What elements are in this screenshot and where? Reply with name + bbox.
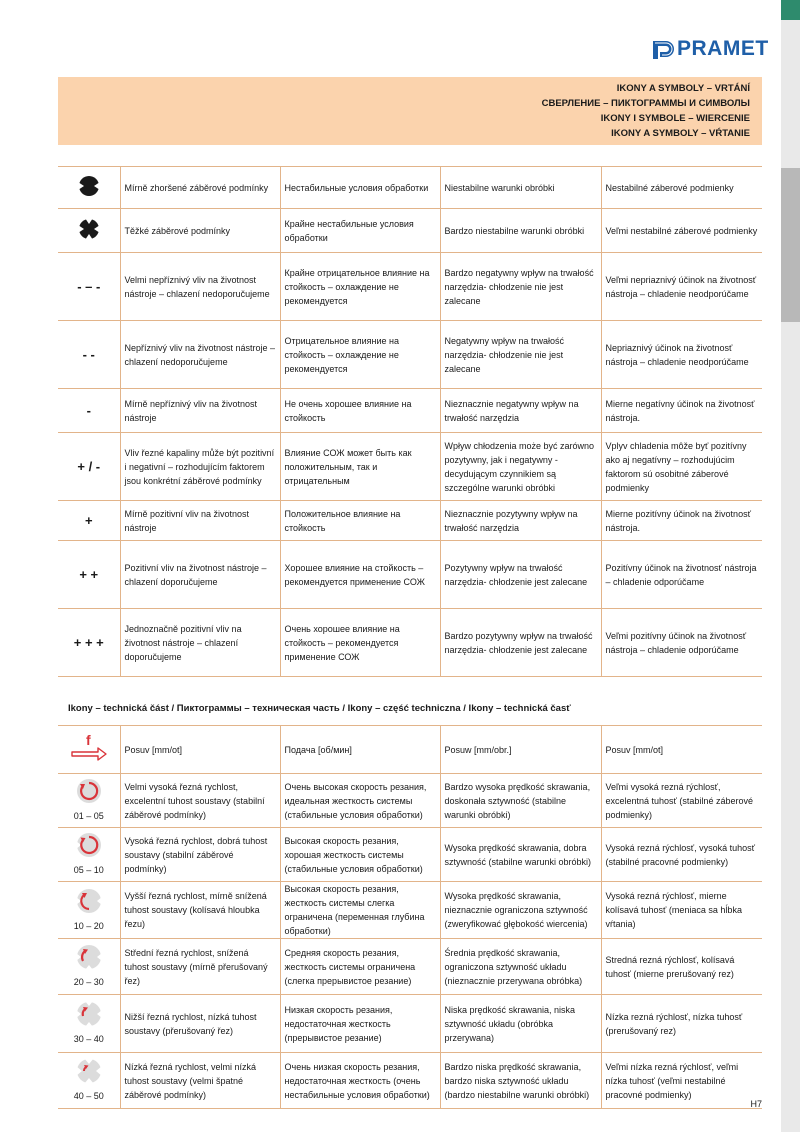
text-cs: Velmi vysoká řezná rychlost, excelentní tuhost soustavy (stabilní záběrové podmínky) [120,774,280,828]
table-row [58,433,762,501]
section-heading: Ikony – technická část / Пиктограммы – техническая часть / Ikony – część techniczna / Ikony – technická časť [68,703,571,714]
icon-cell [58,1053,120,1109]
text-pl: Wysoka prędkość skrawania, dobra sztywność (stabilne warunki obróbki) [440,828,601,882]
page-number: H7 [750,1099,762,1109]
symbols-table [58,166,762,677]
text-sk: Nepriaznivý účinok na životnosť nástroja – chladenie neodporúčame [601,321,762,389]
icon-cell [58,774,120,828]
table-row [58,882,762,939]
table-row [58,253,762,321]
speed-range-label: 10 – 20 [73,920,104,931]
text-pl: Nieznacznie negatywny wpływ na trwałość narzędzia [440,389,601,433]
text-cs: Nízká řezná rychlost, velmi nízká tuhost soustavy (velmi špatné záběrové podmínky) [120,1053,280,1109]
text-pl: Pozytywny wpływ na trwałość narzędzia- chłodzenie jest zalecane [440,541,601,609]
speed-range-label: 01 – 05 [73,811,104,821]
text-sk: Veľmi vysoká rezná rýchlosť, excelentná tuhosť (stabilné záberové podmienky) [601,774,762,828]
text-cs: Vyšší řezná rychlost, mírně snížená tuhost soustavy (kolísavá hloubka řezu) [120,882,280,939]
table-row [58,828,762,882]
table-row [58,995,762,1053]
text-sk: Stredná rezná rýchlosť, kolísavá tuhosť (mierne prerušovaný rez) [601,939,762,995]
text-pl: Niska prędkość skrawania, niska sztywność układu (obróbka przerywana) [440,995,601,1053]
technical-icons-table [58,725,762,1109]
text-cs: Nepříznivý vliv na životnost nástroje – chlazení nedoporučujeme [120,321,280,389]
page-titles [542,81,750,141]
text-cs: Posuv [mm/ot] [120,726,280,774]
text-ru: Отрицательное влияние на стойкость – охлаждение не рекомендуется [280,321,440,389]
icon-cell [58,726,120,774]
text-ru: Средняя скорость резания, жесткость системы ограничена (слегка прерывистое резание) [280,939,440,995]
table-row [58,389,762,433]
text-cs: Jednoznačně pozitivní vliv na životnost nástroje – chlazení doporučujeme [120,609,280,677]
edge-color-tab [781,0,800,20]
text-sk: Pozitívny účinok na životnosť nástroja – chladenie odporúčame [601,541,762,609]
text-pl: Bardzo niestabilne warunki obróbki [440,209,601,253]
text-sk: Veľmi nepriaznivý účinok na životnosť nástroja – chladenie neodporúčame [601,253,762,321]
symbol-cell: + + [58,541,120,609]
text-cs: Mírně pozitivní vliv na životnost nástroje [120,501,280,541]
table-row [58,609,762,677]
table-row [58,321,762,389]
brand-logo [652,37,769,61]
text-cs: Vysoká řezná rychlost, dobrá tuhost soustavy (stabilní záběrové podmínky) [120,828,280,882]
text-sk: Veľmi nestabilné záberové podmienky [601,209,762,253]
speed-10-20-icon [76,888,102,914]
text-cs: Střední řezná rychlost, snížená tuhost soustavy (mírně přerušovaný řez) [120,939,280,995]
text-ru: Высокая скорость резания, жесткость системы слегка ограничена (переменная глубина обработки) [280,882,440,939]
symbol-cell: + [58,501,120,541]
symbol-cell: - [58,389,120,433]
header-band [58,77,762,145]
text-sk: Vysoká rezná rýchlosť, vysoká tuhosť (stabilné pracovné podmienky) [601,828,762,882]
symbol-cell: + + + [58,609,120,677]
icon-cell [58,995,120,1053]
text-cs: Velmi nepříznivý vliv na životnost nástroje – chlazení nedoporučujeme [120,253,280,321]
text-cs: Těžké záběrové podmínky [120,209,280,253]
text-ru: Высокая скорость резания, хорошая жесткость системы (стабильные условия обработки) [280,828,440,882]
pramet-logo-icon [652,38,674,60]
icon-cell [58,209,120,253]
speed-range-label: 40 – 50 [73,1091,104,1101]
text-cs: Mírně zhoršené záběrové podmínky [120,167,280,209]
text-pl: Nieznacznie pozytywny wpływ na trwałość narzędzia [440,501,601,541]
text-pl: Wpływ chłodzenia może być zarówno pozytywny, jak i negatywny - decydującym czynnikiem są szczególne warunki obróbki [440,433,601,501]
speed-range-label: 20 – 30 [73,977,104,987]
text-sk: Mierne negatívny účinok na životnosť nástroja. [601,389,762,433]
speed-range-label: 30 – 40 [73,1034,104,1044]
text-ru: Влияние СОЖ может быть как положительным, так и отрицательным [280,433,440,501]
speed-range-label: 05 – 10 [73,865,104,875]
page-title-sk: IKONY A SYMBOLY – VŔTANIE [611,128,750,139]
text-pl: Bardzo pozytywny wpływ na trwałość narzędzia- chłodzenie jest zalecane [440,609,601,677]
text-cs: Pozitivní vliv na životnost nástroje – chlazení doporučujeme [120,541,280,609]
text-ru: Не очень хорошее влияние на стойкость [280,389,440,433]
speed-01-05-icon [76,778,102,804]
icon-cell [58,882,120,939]
table-row [58,1053,762,1109]
text-cs: Vliv řezné kapaliny může být pozitivní i negativní – rozhodujícím faktorem jsou konkrétní záběrové podmínky [120,433,280,501]
page-title-pl: IKONY I SYMBOLE – WIERCENIE [600,113,750,124]
icon-cell [58,167,120,209]
text-pl: Wysoka prędkość skrawania, nieznacznie ograniczona sztywność (zweryfikować głębokość wiercenia) [440,882,601,939]
text-ru: Крайне отрицательное влияние на стойкость – охлаждение не рекомендуется [280,253,440,321]
table-row [58,167,762,209]
text-pl: Średnia prędkość skrawania, ograniczona sztywność układu (nieznacznie przerywana obróbka) [440,939,601,995]
icon-cell [58,939,120,995]
brand-name: PRAMET [677,37,769,60]
text-cs: Nižší řezná rychlost, nízká tuhost soustavy (přerušovaný řez) [120,995,280,1053]
symbol-cell: - – - [58,253,120,321]
text-pl: Bardzo niska prędkość skrawania, bardzo niska sztywność układu (bardzo niestabilne warunki obróbki) [440,1053,601,1109]
text-ru: Очень высокая скорость резания, идеальная жесткость системы (стабильные условия обработки) [280,774,440,828]
text-ru: Очень хорошее влияние на стойкость – рекомендуется применение СОЖ [280,609,440,677]
text-pl: Posuw [mm/obr.] [440,726,601,774]
symbol-cell: + / - [58,433,120,501]
speed-05-10-icon [76,832,102,858]
text-pl: Niestabilne warunki obróbki [440,167,601,209]
table-row [58,939,762,995]
moderate-conditions-icon [78,175,100,197]
text-sk: Vplyv chladenia môže byť pozitívny ako aj negatívny – rozhodujúcim faktorom sú osobitné záberové podmienky [601,433,762,501]
text-sk: Veľmi nízka rezná rýchlosť, veľmi nízka tuhosť (veľmi nestabilné pracovné podmienky) [601,1053,762,1109]
text-sk: Mierne pozitívny účinok na životnosť nástroja. [601,501,762,541]
text-pl: Negatywny wpływ na trwałość narzędzia- chłodzenie nie jest zalecane [440,321,601,389]
speed-40-50-icon [76,1058,102,1084]
symbol-cell: - - [58,321,120,389]
text-pl: Bardzo negatywny wpływ na trwałość narzędzia- chłodzenie nie jest zalecane [440,253,601,321]
text-sk: Vysoká rezná rýchlosť, mierne kolísavá tuhosť (meniaca sa hĺbka vŕtania) [601,882,762,939]
table-row [58,726,762,774]
text-ru: Положительное влияние на стойкость [280,501,440,541]
text-sk: Posuv [mm/ot] [601,726,762,774]
text-ru: Подача [об/мин] [280,726,440,774]
text-pl: Bardzo wysoka prędkość skrawania, doskonała sztywność (stabilne warunki obróbki) [440,774,601,828]
page-title-cs: IKONY A SYMBOLY – VRTÁNÍ [616,83,750,94]
table-row [58,774,762,828]
table-row [58,541,762,609]
speed-20-30-icon [76,944,102,970]
text-ru: Хорошее влияние на стойкость – рекомендуется применение СОЖ [280,541,440,609]
feed-arrow-icon [69,733,109,763]
text-sk: Veľmi pozitívny účinok na životnosť nástroja – chladenie odporúčame [601,609,762,677]
table-row [58,501,762,541]
text-ru: Нестабильные условия обработки [280,167,440,209]
text-sk: Nízka rezná rýchlosť, nízka tuhosť (prerušovaný rez) [601,995,762,1053]
feed-glyph: f [85,733,91,748]
text-ru: Крайне нестабильные условия обработки [280,209,440,253]
difficult-conditions-icon [78,218,100,240]
text-ru: Очень низкая скорость резания, недостаточная жесткость (очень нестабильные условия обработки) [280,1053,440,1109]
text-sk: Nestabilné záberové podmienky [601,167,762,209]
speed-30-40-icon [76,1001,102,1027]
text-cs: Mírně nepříznivý vliv na životnost nástroje [120,389,280,433]
page-title-ru: СВЕРЛЕНИЕ – ПИКТОГРАММЫ И СИМВОЛЫ [541,98,750,109]
table-row [58,209,762,253]
edge-section-tab [781,168,800,322]
icon-cell [58,828,120,882]
text-ru: Низкая скорость резания, недостаточная жесткость (прерывистое резание) [280,995,440,1053]
